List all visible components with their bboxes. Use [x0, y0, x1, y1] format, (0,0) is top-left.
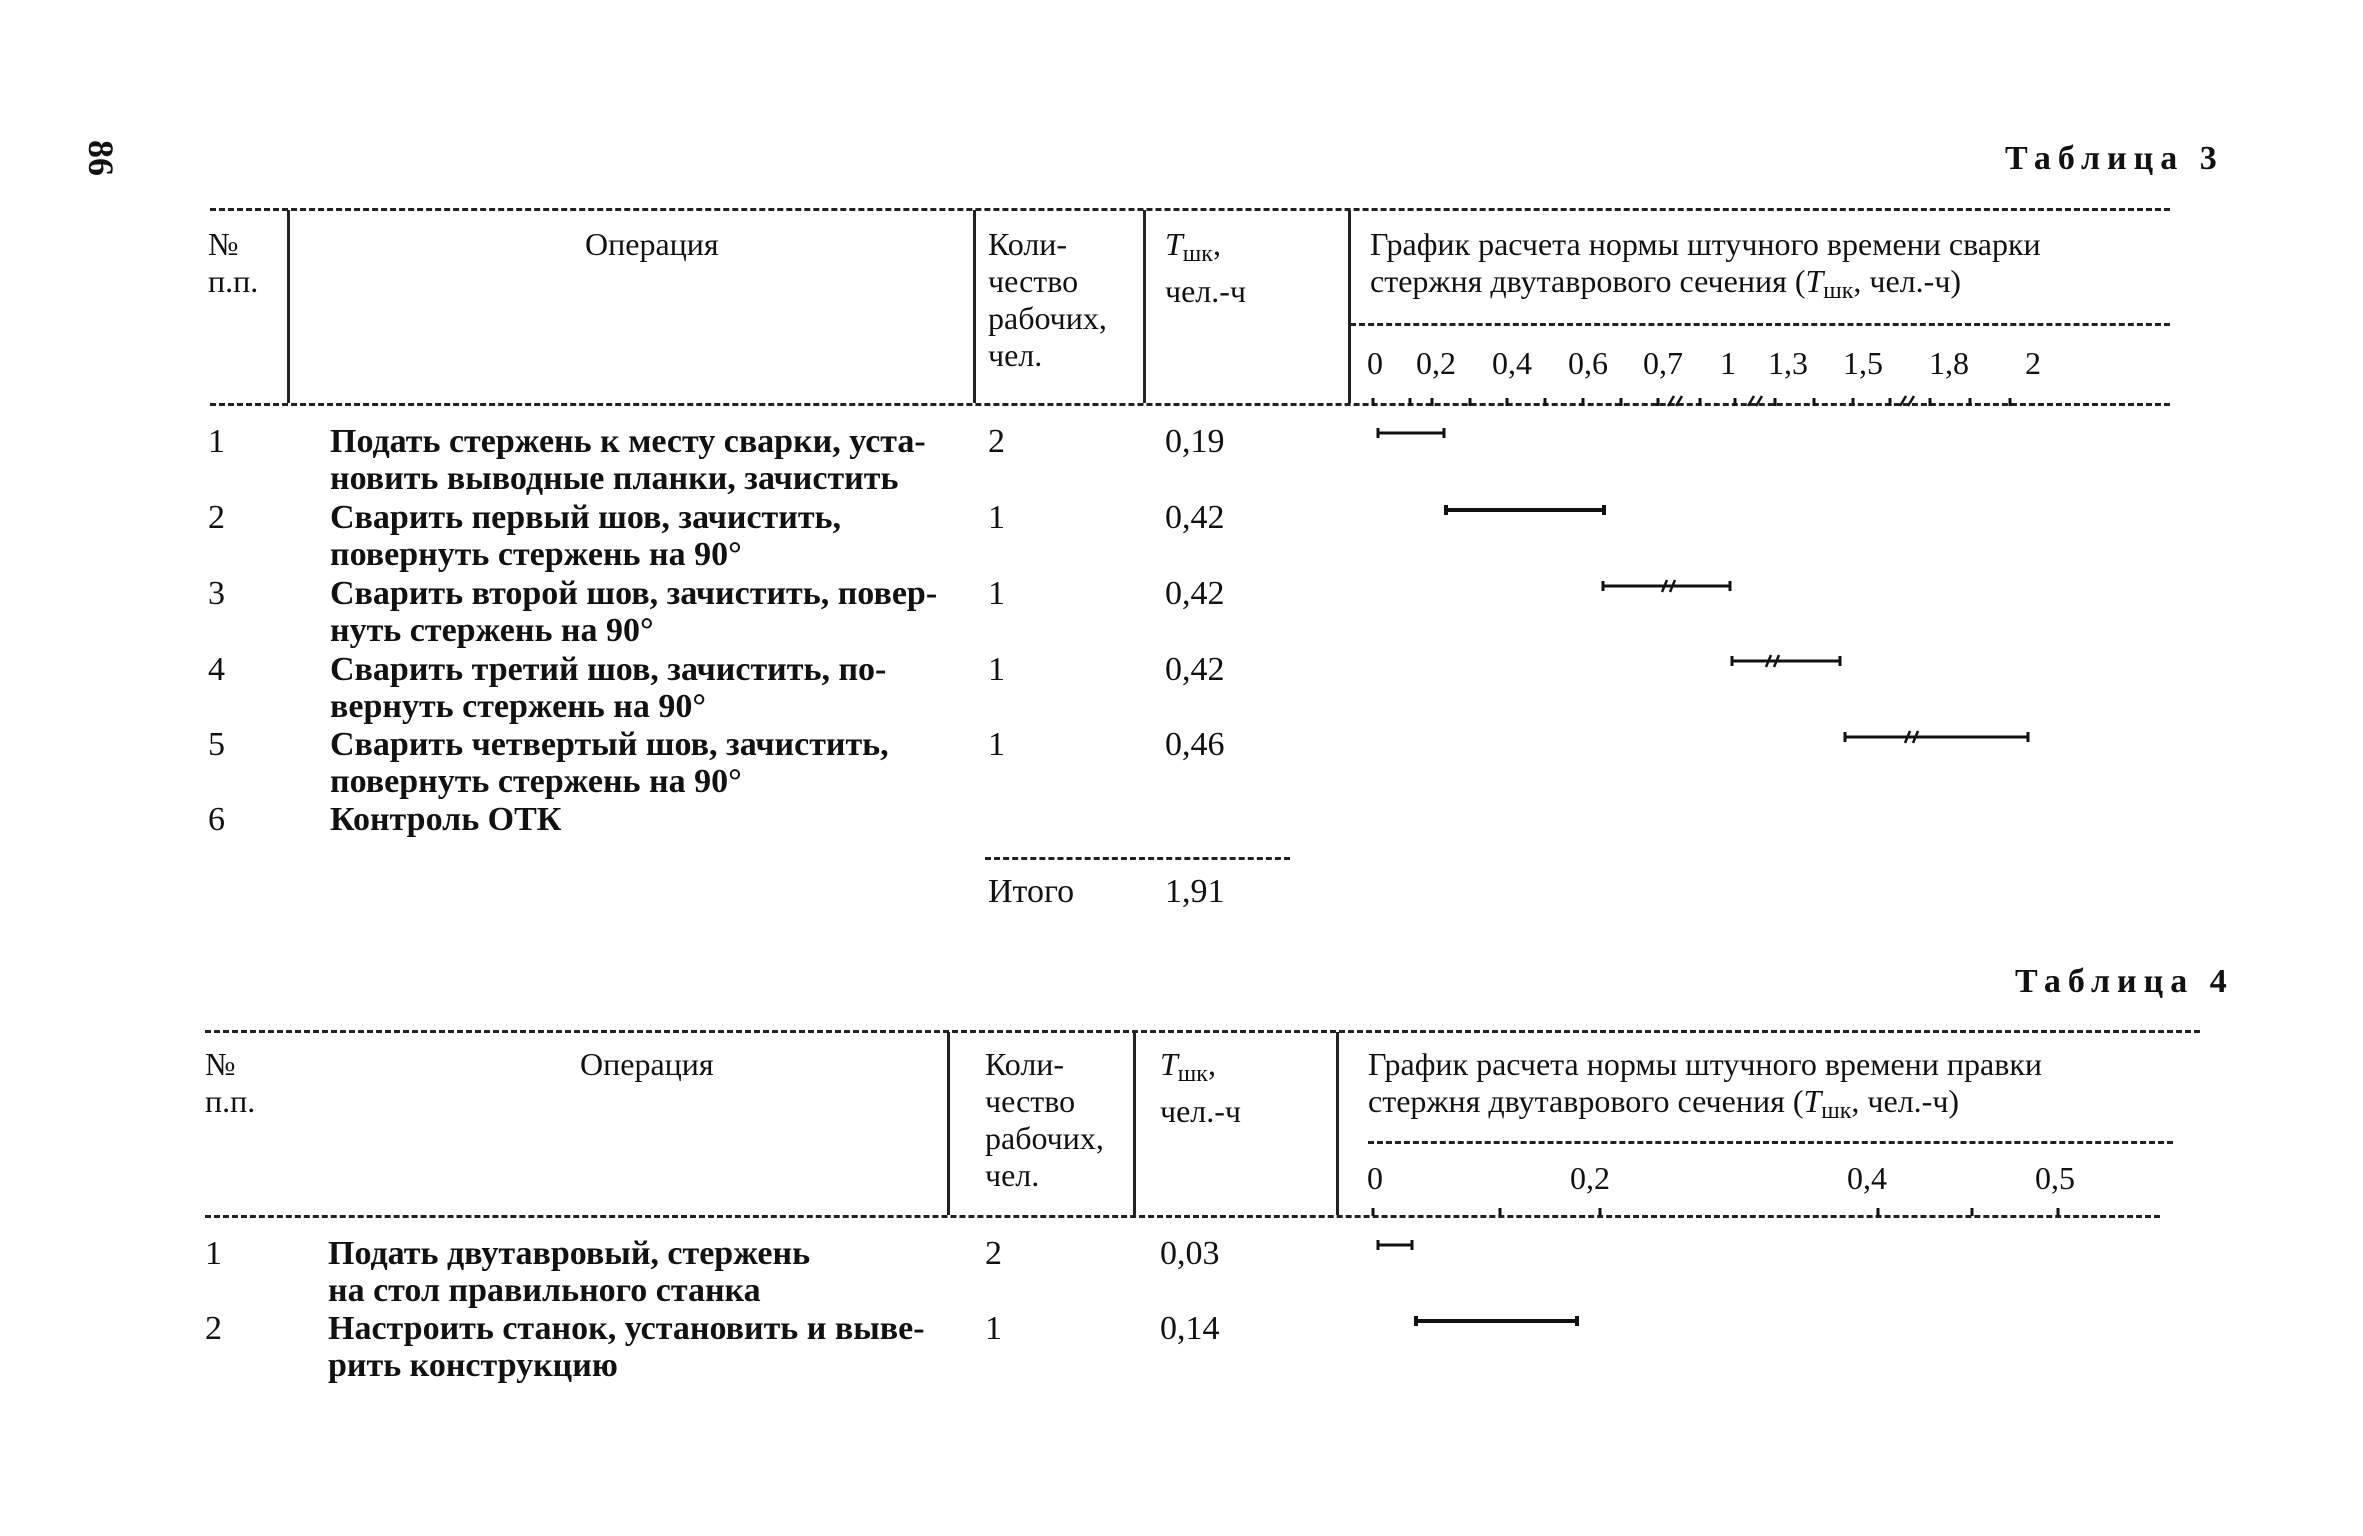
- row-workers: 2: [985, 1235, 1002, 1272]
- table3-caption: Таблица 3: [2005, 140, 2224, 177]
- bar-row-2: [1446, 505, 1604, 515]
- row-number: 6: [208, 801, 225, 838]
- tick-label: 0: [1367, 1160, 1383, 1196]
- bar-t4-row-1: [1378, 1240, 1412, 1250]
- row-number: 5: [208, 726, 225, 763]
- tick-label: 2: [2025, 345, 2041, 381]
- tick-label: 0,4: [1847, 1160, 1887, 1196]
- tick-label: 0,4: [1492, 345, 1532, 381]
- table4-graph-title: График расчета нормы штучного времени правки стержня двутаврового сечения (Тшк, чел.-ч): [1368, 1046, 2042, 1124]
- page-number: 86: [81, 140, 121, 176]
- row-number: 3: [208, 575, 225, 612]
- tick-label: 1,8: [1929, 345, 1969, 381]
- row-number: 1: [208, 423, 225, 460]
- row-time: 0,42: [1165, 499, 1225, 536]
- table3-col-time: Тшк, чел.-ч: [1165, 226, 1247, 309]
- row-time: 0,46: [1165, 726, 1225, 763]
- tick-label: 0,6: [1568, 345, 1608, 381]
- row-operation: вернуть стержень на 90°: [330, 688, 706, 725]
- row-operation: Подать двутавровый, стержень: [328, 1235, 811, 1272]
- row-operation: рить конструкцию: [328, 1347, 618, 1384]
- table4-col-operation: Операция: [580, 1046, 714, 1082]
- row-operation: Сварить четвертый шов, зачистить,: [330, 726, 889, 763]
- row-workers: 1: [985, 1310, 1002, 1347]
- row-time: 0,14: [1160, 1310, 1220, 1347]
- row-workers: 1: [988, 499, 1005, 536]
- tick-label: 0,2: [1570, 1160, 1610, 1196]
- bar-t4-row-2: [1416, 1316, 1577, 1326]
- bar-row-5: [1845, 732, 2028, 742]
- tick-label: 0,2: [1416, 345, 1456, 381]
- tick-label: 0,5: [2035, 1160, 2075, 1196]
- row-operation: повернуть стержень на 90°: [330, 536, 742, 573]
- row-workers: 1: [988, 651, 1005, 688]
- row-operation: Сварить первый шов, зачистить,: [330, 499, 842, 536]
- row-number: 2: [208, 499, 225, 536]
- table4-col-no: № п.п.: [205, 1046, 256, 1119]
- bar-row-1: [1378, 428, 1444, 438]
- row-time: 0,03: [1160, 1235, 1220, 1272]
- tick-label: 1: [1720, 345, 1736, 381]
- row-time: 0,19: [1165, 423, 1225, 460]
- row-workers: 2: [988, 423, 1005, 460]
- table3-total-value: 1,91: [1165, 873, 1225, 910]
- row-time: 0,42: [1165, 575, 1225, 612]
- row-operation: на стол правильного станка: [328, 1272, 761, 1309]
- tick-label: 1,5: [1843, 345, 1883, 381]
- row-number: 1: [205, 1235, 222, 1272]
- tick-label: 1,3: [1768, 345, 1808, 381]
- table3-col-workers: Коли- чество рабочих, чел.: [988, 226, 1107, 373]
- row-operation: нуть стержень на 90°: [330, 612, 654, 649]
- table4-col-workers: Коли- чество рабочих, чел.: [985, 1046, 1104, 1193]
- row-operation: Контроль ОТК: [330, 801, 562, 838]
- row-time: 0,42: [1165, 651, 1225, 688]
- table3-graph-title: График расчета нормы штучного времени сварки стержня двутаврового сечения (Тшк, чел.-ч): [1370, 226, 2041, 304]
- bar-row-4: [1732, 656, 1840, 666]
- table3-col-no: № п.п.: [208, 226, 259, 299]
- row-operation: Настроить станок, установить и выве-: [328, 1310, 925, 1347]
- row-operation: повернуть стержень на 90°: [330, 763, 742, 800]
- table4-col-time: Тшк, чел.-ч: [1160, 1046, 1242, 1129]
- row-operation: Подать стержень к месту сварки, уста-: [330, 423, 926, 460]
- tick-label: 0: [1367, 345, 1383, 381]
- row-workers: 1: [988, 726, 1005, 763]
- table3-total-label: Итого: [988, 873, 1075, 910]
- row-number: 4: [208, 651, 225, 688]
- row-workers: 1: [988, 575, 1005, 612]
- row-number: 2: [205, 1310, 222, 1347]
- row-operation: Сварить второй шов, зачистить, повер-: [330, 575, 938, 612]
- row-operation: новить выводные планки, зачистить: [330, 460, 899, 497]
- row-operation: Сварить третий шов, зачистить, по-: [330, 651, 887, 688]
- table3-col-operation: Операция: [585, 226, 719, 262]
- tick-label: 0,7: [1643, 345, 1683, 381]
- table4-caption: Таблица 4: [2015, 963, 2234, 1000]
